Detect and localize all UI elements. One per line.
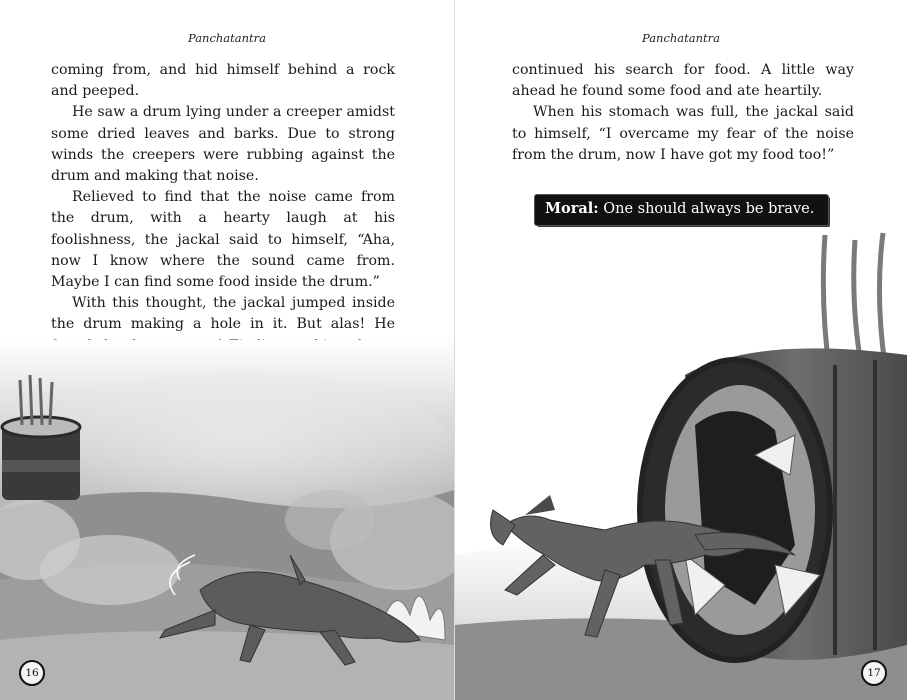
moral-box: [535, 195, 828, 225]
page-number: 16: [19, 660, 45, 686]
running-head: Panchatantra: [641, 31, 721, 45]
paragraph: When his stomach was full, the jackal said to himself, “I overcame my fear of the noise from the drum, now I have got my food too!”: [512, 104, 854, 163]
paragraph: coming from, and hid himself behind a rock and peeped.: [51, 62, 395, 100]
page-number: 17: [861, 660, 887, 686]
paragraph: He saw a drum lying under a creeper amidst some dried leaves and barks. Due to strong winds the creepers were rubbing against the drum and making that noise.: [51, 104, 395, 185]
story-text: [51, 60, 395, 378]
jackal-leaving-drum-illustration: [455, 225, 907, 700]
moral-text: One should always be brave.: [598, 201, 815, 217]
jackal-running-illustration: [0, 340, 454, 700]
paragraph: Relieved to find that the noise came from the drum, with a hearty laugh at his foolishness, the jackal said to himself, “Aha, now I know where the sound came from. Maybe I can find some food inside the drum.”: [51, 189, 395, 291]
running-head: Panchatantra: [187, 31, 267, 45]
moral-label: Moral:: [545, 200, 599, 217]
right-page: [455, 0, 907, 700]
story-text: [512, 60, 854, 166]
paragraph: With this thought, the jackal jumped inside the drum making a hole in it. But alas! He: [51, 295, 395, 333]
paragraph: continued his search for food. A little way ahead he found some food and ate heartily.: [512, 62, 854, 100]
